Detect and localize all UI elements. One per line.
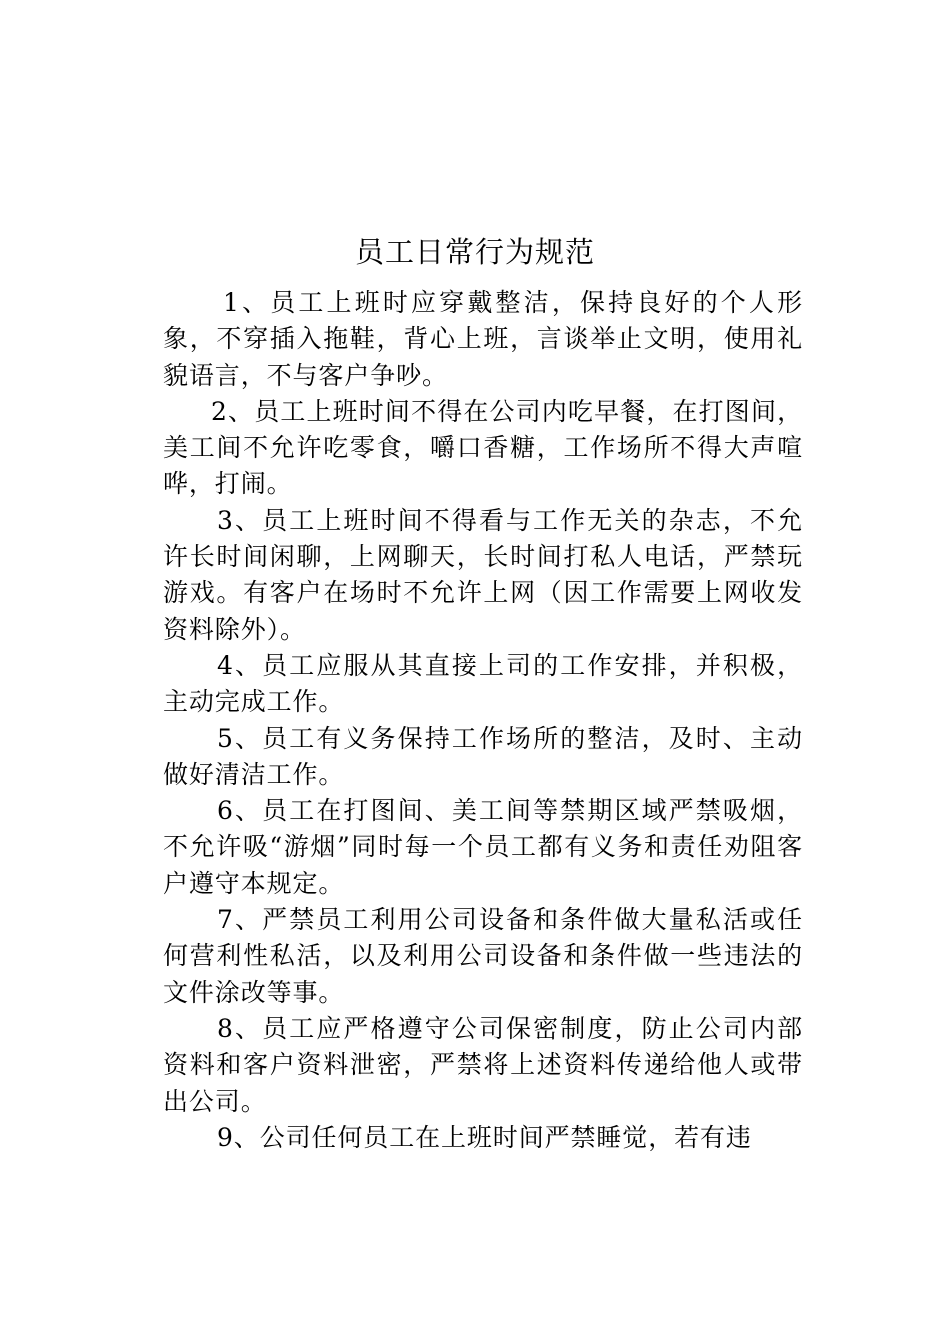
- rule-paragraph-8: 8、员工应严格遵守公司保密制度，防止公司内部资料和客户资料泄密，严禁将上述资料传递给他人或带出公司。: [163, 1013, 803, 1116]
- document-title: 员工日常行为规范: [354, 235, 595, 269]
- rule-paragraph-2: 2、员工上班时间不得在公司内吃早餐，在打图间，美工间不允许吃零食，嚼口香糖，工作场所不得大声喧哗，打闹。: [163, 396, 803, 499]
- rule-paragraph-4: 4、员工应服从其直接上司的工作安排，并积极，主动完成工作。: [163, 650, 803, 717]
- rule-paragraph-6: 6、员工在打图间、美工间等禁期区域严禁吸烟，不允许吸“游烟”同时每一个员工都有义务和责任劝阻客户遵守本规定。: [163, 796, 803, 898]
- rule-paragraph-5: 5、员工有义务保持工作场所的整洁，及时、主动做好清洁工作。: [163, 723, 803, 789]
- rule-paragraph-3: 3、员工上班时间不得看与工作无关的杂志，不允许长时间闲聊，上网聊天，长时间打私人电话，严禁玩游戏。有客户在场时不允许上网（因工作需要上网收发资料除外）。: [163, 505, 803, 644]
- rule-paragraph-1: 1、员工上班时应穿戴整洁，保持良好的个人形象，不穿插入拖鞋，背心上班，言谈举止文明，使用礼貌语言，不与客户争吵。: [163, 288, 803, 390]
- document-body: [163, 285, 803, 1156]
- rule-paragraph-9: 9、公司任何员工在上班时间严禁睡觉，若有违: [217, 1122, 752, 1152]
- rule-paragraph-7: 7、严禁员工利用公司设备和条件做大量私活或任何营利性私活，以及利用公司设备和条件做一些违法的文件涂改等事。: [163, 905, 803, 1007]
